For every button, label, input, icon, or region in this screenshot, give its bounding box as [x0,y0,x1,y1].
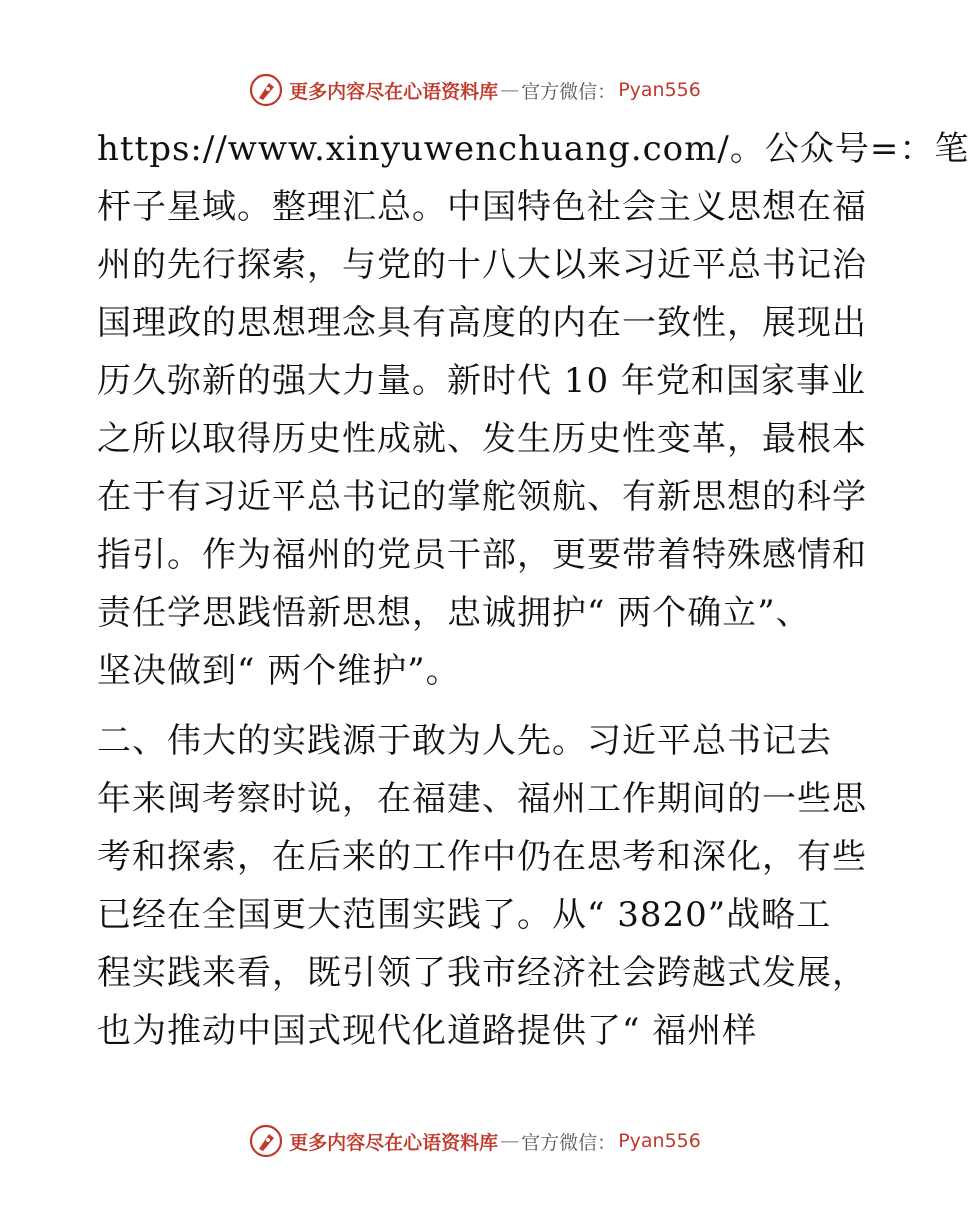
text-line: 已经在全国更大范围实践了。从“ 3820”战略工 [97,895,832,935]
text-line: 杆子星域。整理汇总。中国特色社会主义思想在福 [97,187,867,227]
header-banner [0,70,950,110]
text-line: https://www.xinyuwenchuang.com/。公众号=：笔 [97,129,969,169]
text-line: 指引。作为福州的党员干部，更要带着特殊感情和 [97,535,867,575]
paragraph-1 [97,120,969,700]
banner-left-text: 更多内容尽在心语资料库 [289,80,499,103]
text-line: 历久弥新的强大力量。新时代 10 年党和国家事业 [97,361,866,401]
text-line: 二、伟大的实践源于敢为人先。习近平总书记去 [97,721,832,761]
banner-right-text: 官方微信： [521,80,617,103]
banner-dash: — [500,79,520,101]
paragraph-2 [97,712,867,1060]
document-body [97,120,969,1060]
banner-dash: — [500,1130,520,1152]
banner-right-text: 官方微信： [521,1131,617,1154]
text-line: 也为推动中国式现代化道路提供了“ 福州样 [97,1011,758,1051]
text-line: 在于有习近平总书记的掌舵领航、有新思想的科学 [97,477,867,517]
text-line: 程实践来看，既引领了我市经济社会跨越式发展， [97,953,867,993]
text-line: 考和探索，在后来的工作中仍在思考和深化，有些 [97,837,867,877]
text-line: 国理政的思想理念具有高度的内在一致性，展现出 [97,303,867,343]
banner-wechat-id: Pyan556 [618,79,701,101]
footer-banner [0,1121,950,1161]
pen-nib-logo-icon [249,73,283,107]
pen-nib-logo-icon [249,1124,283,1158]
banner-wechat-id: Pyan556 [618,1130,701,1152]
banner-left-text: 更多内容尽在心语资料库 [289,1131,499,1154]
text-line: 州的先行探索，与党的十八大以来习近平总书记治 [97,245,867,285]
text-line: 年来闽考察时说，在福建、福州工作期间的一些思 [97,779,867,819]
text-line: 坚决做到“ 两个维护”。 [97,651,461,691]
text-line: 责任学思践悟新思想，忠诚拥护“ 两个确立”、 [97,593,811,633]
text-line: 之所以取得历史性成就、发生历史性变革，最根本 [97,419,867,459]
